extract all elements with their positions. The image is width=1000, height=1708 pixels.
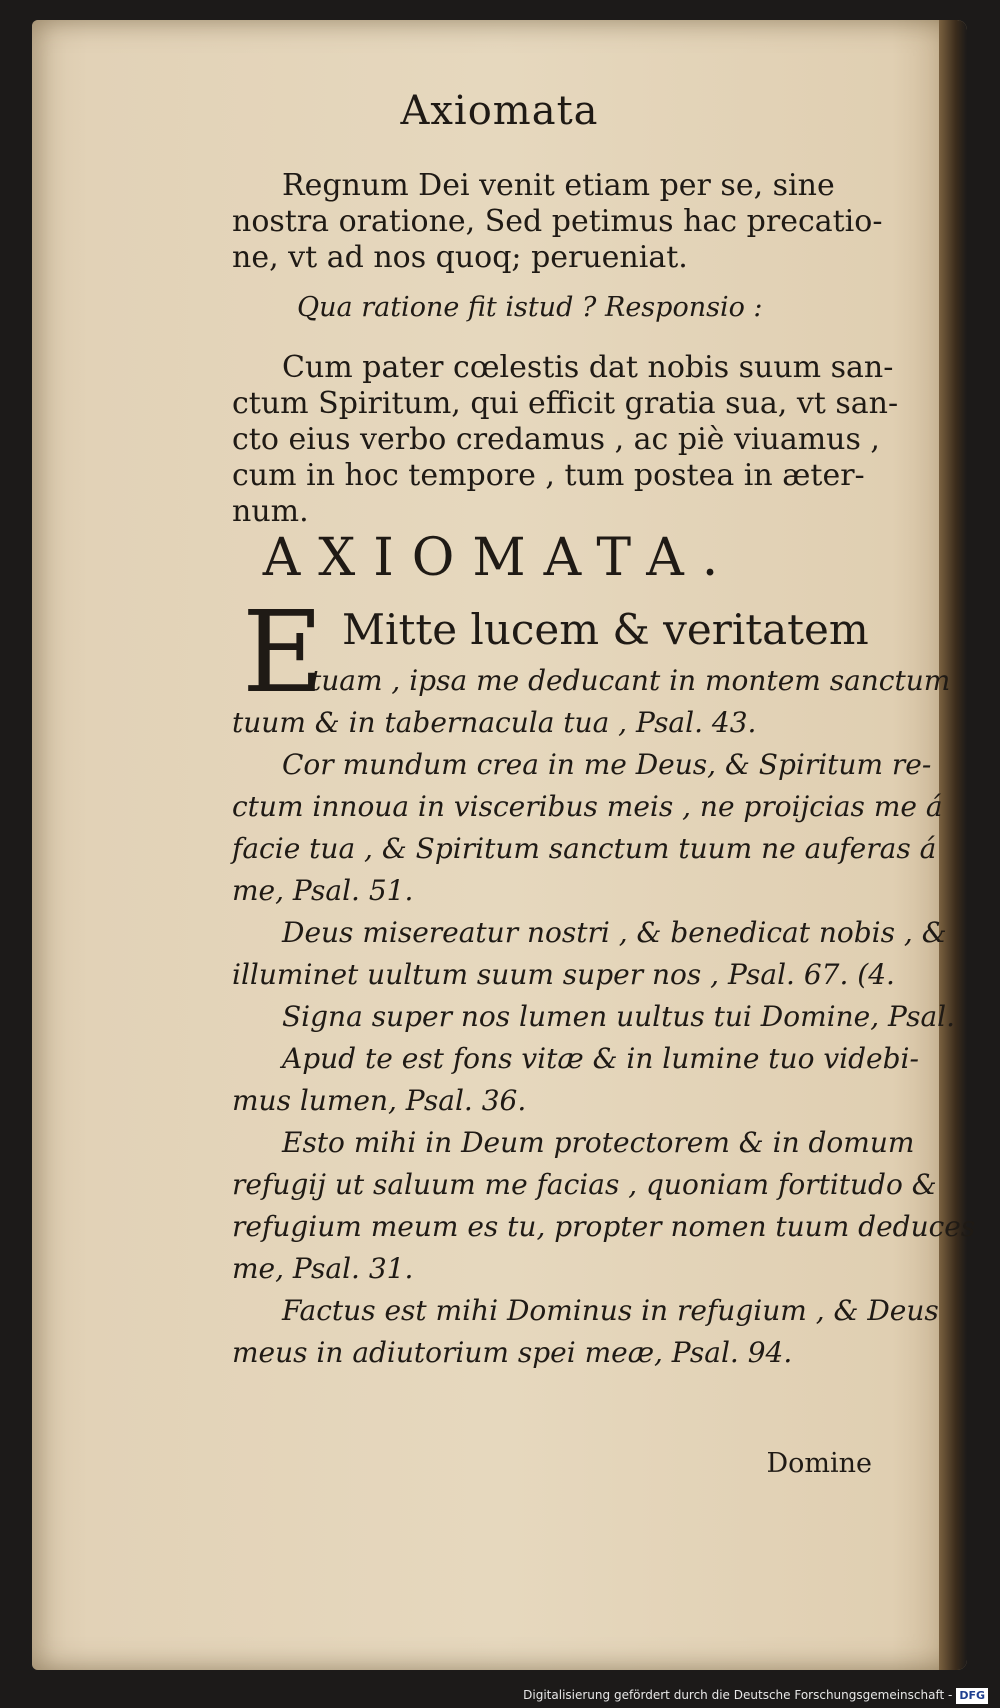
drop-initial: E xyxy=(242,588,324,718)
text-line: Esto mihi in Deum protectorem & in domum xyxy=(282,1126,915,1159)
text-line: tuum & in tabernacula tua , Psal. 43. xyxy=(232,706,757,739)
text-line: num. xyxy=(232,494,309,529)
dfg-logo-badge: DFG xyxy=(956,1688,988,1704)
text-line: Cor mundum crea in me Deus, & Spiritum re- xyxy=(282,748,932,781)
text-line: me, Psal. 51. xyxy=(232,874,414,907)
question-line: Qua ratione fit istud ? Responsio : xyxy=(297,292,763,323)
text-line: facie tua , & Spiritum sanctum tuum ne auferas á xyxy=(232,832,937,865)
text-line: ctum innoua in visceribus meis , ne proijcias me á xyxy=(232,790,943,823)
text-line: cum in hoc tempore , tum postea in æter- xyxy=(232,458,865,493)
text-line: me, Psal. 31. xyxy=(232,1252,414,1285)
text-line: ne, vt ad nos quoq; perueniat. xyxy=(232,240,688,275)
text-line: Factus est mihi Dominus in refugium , & Deus xyxy=(282,1294,939,1327)
text-line: Cum pater cœlestis dat nobis suum san- xyxy=(282,350,894,385)
paragraph-1 xyxy=(232,168,952,276)
digitization-footer xyxy=(0,1687,988,1704)
paragraph-2 xyxy=(232,350,952,530)
page-text-area xyxy=(32,20,976,1670)
book-page xyxy=(32,20,976,1670)
footer-text: Digitalisierung gefördert durch die Deutsche Forschungsgemeinschaft - xyxy=(523,1688,953,1702)
text-line: refugium meum es tu, propter nomen tuum deduces xyxy=(232,1210,976,1243)
text-line: meus in adiutorium spei meæ, Psal. 94. xyxy=(232,1336,793,1369)
text-line: Regnum Dei venit etiam per se, sine xyxy=(282,168,835,203)
catchword: Domine xyxy=(766,1448,872,1479)
text-line: Signa super nos lumen uultus tui Domine, Psal. xyxy=(282,1000,956,1033)
text-line: refugij ut saluum me facias , quoniam fortitudo & xyxy=(232,1168,937,1201)
section-body xyxy=(232,660,976,1374)
text-line: tuam , ipsa me deducant in montem sanctum xyxy=(310,664,951,697)
text-line: Deus misereatur nostri , & benedicat nobis , & xyxy=(282,916,947,949)
text-line: ctum Spiritum, qui efficit gratia sua, vt san- xyxy=(232,386,899,421)
text-line: Apud te est fons vitæ & in lumine tuo videbi- xyxy=(282,1042,919,1075)
text-line: nostra oratione, Sed petimus hac precatio- xyxy=(232,204,883,239)
running-head: Axiomata xyxy=(400,88,599,134)
section-first-line: Mitte lucem & veritatem xyxy=(342,605,869,654)
text-line: cto eius verbo credamus , ac piè viuamus , xyxy=(232,422,880,457)
section-title: AXIOMATA. xyxy=(262,528,737,588)
text-line: illuminet uultum suum super nos , Psal. 67. (4. xyxy=(232,958,895,991)
text-line: mus lumen, Psal. 36. xyxy=(232,1084,527,1117)
